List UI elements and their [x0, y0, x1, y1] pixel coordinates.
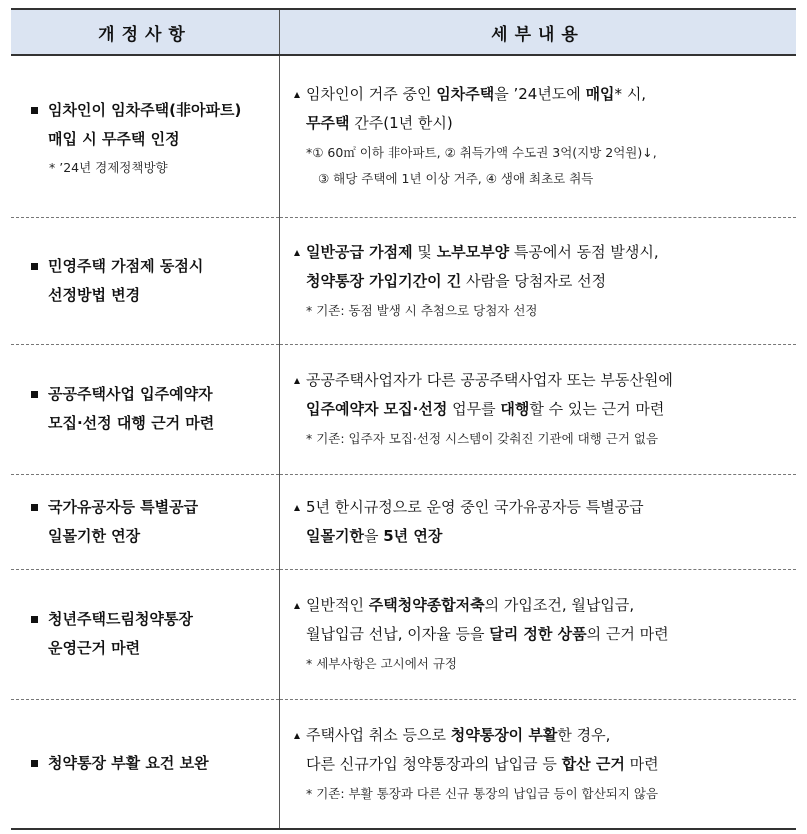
table-row — [11, 699, 796, 829]
square-bullet-icon — [31, 504, 38, 511]
amendment-title-line1: 민영주택 가점제 동점시 — [48, 256, 204, 275]
amendment-cell — [11, 217, 280, 344]
details-text: 주택사업 취소 등으로 청약통장이 부활한 경우, 다른 신규가입 청약통장과의 납입금 등 합산 근거 마련 — [306, 725, 659, 773]
amendment-cell — [11, 474, 280, 569]
amendment-title-line2: 운영근거 마련 — [48, 639, 141, 657]
table-row — [11, 474, 796, 569]
details-note: *① 60㎡ 이하 非아파트, ② 취득가액 수도권 3억(지방 2억원)↓, ③ 해당 주택에 1년 이상 거주, ④ 생애 최초로 취득 — [306, 145, 657, 187]
details-note: * 기존: 입주자 모집·선정 시스템이 갖춰진 기관에 대행 근거 없음 — [306, 431, 659, 446]
table-row — [11, 217, 796, 344]
triangle-bullet-icon — [294, 250, 300, 256]
table-row — [11, 569, 796, 699]
amendment-title-line1: 청년주택드림청약통장 — [48, 610, 193, 628]
square-bullet-icon — [31, 263, 38, 270]
header-amendment: 개정사항 — [11, 9, 280, 55]
amendment-table — [11, 8, 796, 830]
triangle-bullet-icon — [294, 378, 300, 384]
amendment-note: * ’24년 경제정책방향 — [49, 160, 168, 176]
amendment-title-line2: 일몰기한 연장 — [48, 526, 141, 545]
amendment-cell — [11, 699, 280, 829]
details-cell — [280, 569, 797, 699]
amendment-title-line2: 매입 시 무주택 인정 — [48, 130, 180, 149]
amendment-cell — [11, 55, 280, 217]
table-row — [11, 55, 796, 217]
details-cell — [280, 344, 797, 474]
square-bullet-icon — [31, 107, 38, 114]
amendment-title-line1: 공공주택사업 입주예약자 — [48, 385, 213, 403]
triangle-bullet-icon — [294, 603, 300, 609]
details-cell — [280, 699, 797, 829]
amendment-title-line1: 국가유공자등 특별공급 — [48, 497, 199, 516]
triangle-bullet-icon — [294, 505, 300, 511]
details-note: * 세부사항은 고시에서 규정 — [306, 656, 457, 671]
details-cell — [280, 217, 797, 344]
details-text: 일반적인 주택청약종합저축의 가입조건, 월납입금, 월납입금 선납, 이자율 등을 달리 정한 상품의 근거 마련 — [306, 596, 669, 643]
details-cell — [280, 55, 797, 217]
details-text: 일반공급 가점제 및 노부모부양 특공에서 동점 발생시, 청약통장 가입기간이 긴 사람을 당첨자로 선정 — [306, 242, 659, 290]
amendment-cell — [11, 569, 280, 699]
details-note: * 기존: 동점 발생 시 추첨으로 당첨자 선정 — [306, 302, 538, 318]
square-bullet-icon — [31, 616, 38, 623]
details-cell — [280, 474, 797, 569]
details-text: 임차인이 거주 중인 임차주택을 ’24년도에 매입* 시, 무주택 간주(1년 한시) — [306, 85, 647, 133]
square-bullet-icon — [31, 760, 38, 767]
square-bullet-icon — [31, 391, 38, 398]
triangle-bullet-icon — [294, 92, 300, 98]
table-row — [11, 344, 796, 474]
amendment-title-line1: 임차인이 임차주택(非아파트) — [48, 101, 242, 120]
amendment-title-line2: 선정방법 변경 — [48, 285, 141, 304]
header-details: 세부내용 — [280, 9, 797, 55]
amendment-title-line1: 청약통장 부활 요건 보완 — [48, 754, 209, 773]
amendment-title-line2: 모집·선정 대행 근거 마련 — [48, 414, 215, 432]
details-note: * 기존: 부활 통장과 다른 신규 통장의 납입금 등이 합산되지 않음 — [306, 785, 659, 801]
amendment-cell — [11, 344, 280, 474]
details-text: 공공주택사업자가 다른 공공주택사업자 또는 부동산원에 입주예약자 모집·선정 업무를 대행할 수 있는 근거 마련 — [306, 371, 673, 418]
details-text: 5년 한시규정으로 운영 중인 국가유공자등 특별공급 일몰기한을 5년 연장 — [306, 497, 644, 545]
triangle-bullet-icon — [294, 733, 300, 739]
